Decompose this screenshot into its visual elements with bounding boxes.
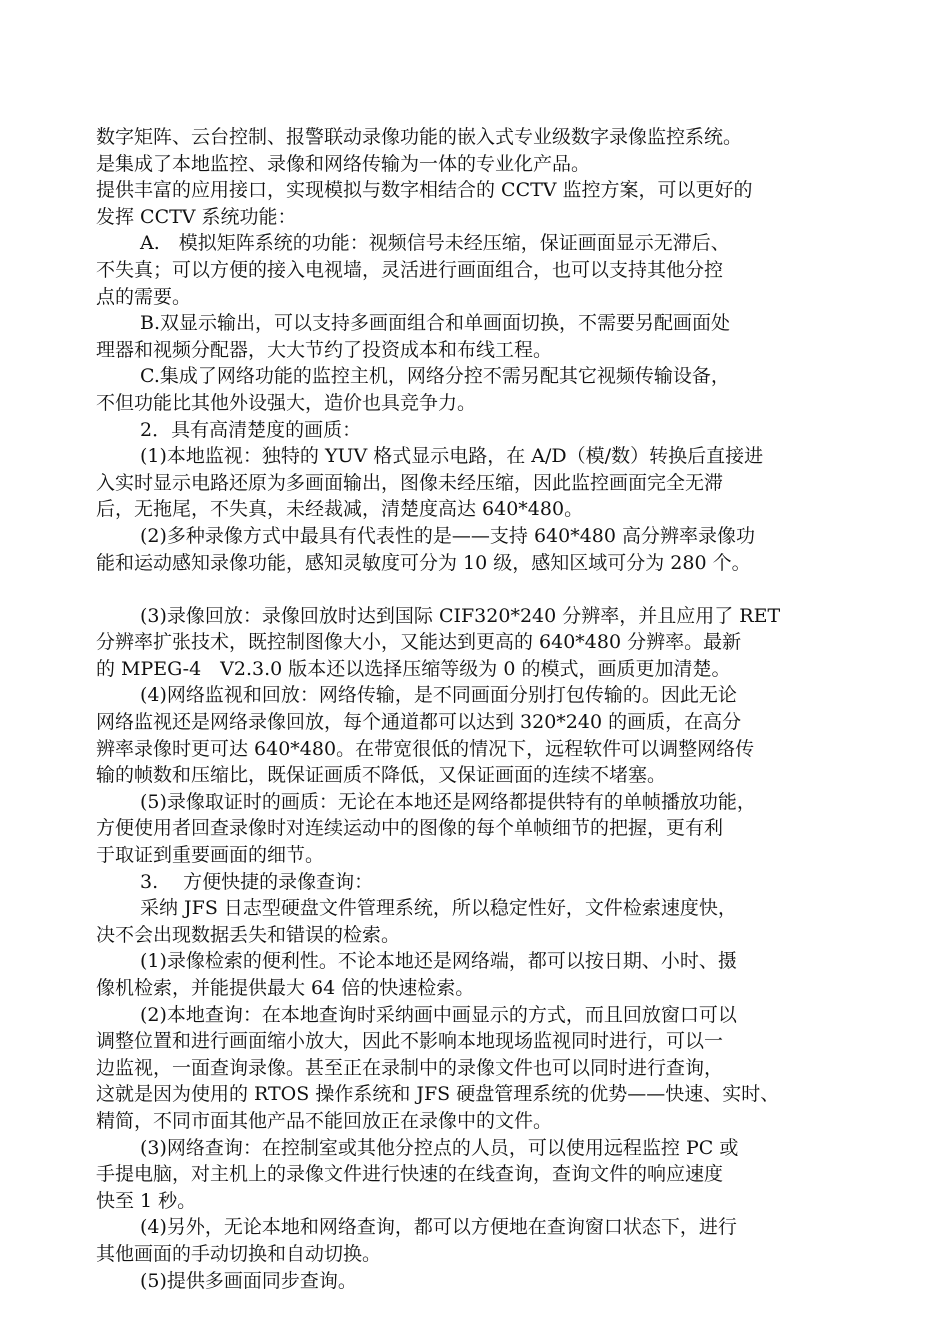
- text-line: (1)本地监视：独特的 YUV 格式显示电路，在 A/D（模/数）转换后直接进: [140, 445, 764, 468]
- text-line: (4)网络监视和回放：网络传输，是不同画面分别打包传输的。因此无论: [140, 684, 737, 707]
- text-line: 其他画面的手动切换和自动切换。: [96, 1242, 382, 1265]
- text-line: (5)提供多画面同步查询。: [140, 1269, 357, 1292]
- text-line: 发挥 CCTV 系统功能：: [96, 205, 297, 228]
- text-line: 能和运动感知录像功能，感知灵敏度可分为 10 级，感知区域可分为 280 个。: [96, 551, 751, 574]
- text-line: 决不会出现数据丢失和错误的检索。: [96, 923, 401, 946]
- text-line: 点的需要。: [96, 285, 192, 308]
- text-line: 的 MPEG-4 V2.3.0 版本还以选择压缩等级为 0 的模式，画质更加清楚。: [96, 657, 731, 680]
- document-body: [96, 124, 856, 1294]
- text-line: 后，无拖尾，不失真，未经裁减，清楚度高达 640*480。: [96, 498, 584, 521]
- text-line: A. 模拟矩阵系统的功能：视频信号未经压缩，保证画面显示无滞后、: [140, 232, 730, 255]
- text-line: 理器和视频分配器，大大节约了投资成本和布线工程。: [96, 338, 553, 361]
- text-line: 采纳 JFS 日志型硬盘文件管理系统，所以稳定性好，文件检索速度快，: [140, 897, 737, 920]
- text-line: 像机检索，并能提供最大 64 倍的快速检索。: [96, 977, 475, 999]
- text-line: 快至 1 秒。: [96, 1189, 197, 1212]
- section-heading: 2．具有高清楚度的画质：: [140, 418, 362, 441]
- text-line: 不失真；可以方便的接入电视墙，灵活进行画面组合，也可以支持其他分控: [96, 258, 724, 281]
- text-line: 精简，不同市面其他产品不能回放正在录像中的文件。: [96, 1109, 553, 1132]
- text-line: 调整位置和进行画面缩小放大，因此不影响本地现场监视同时进行，可以一: [96, 1030, 724, 1053]
- text-line: 不但功能比其他外设强大，造价也具竞争力。: [96, 391, 477, 414]
- text-line: 入实时显示电路还原为多画面输出，图像未经压缩，因此监控画面完全无滞: [96, 471, 724, 494]
- text-line: (4)另外，无论本地和网络查询，都可以方便地在查询窗口状态下，进行: [140, 1216, 737, 1239]
- text-line: (3)网络查询：在控制室或其他分控点的人员，可以使用远程监控 PC 或: [140, 1136, 739, 1159]
- text-line: 边监视，一面查询录像。甚至正在录制中的录像文件也可以同时进行查询，: [96, 1056, 724, 1079]
- text-line: (5)录像取证时的画质：无论在本地还是网络都提供特有的单帧播放功能，: [140, 790, 756, 813]
- blank-line: [96, 576, 856, 603]
- text-line: (2)多种录像方式中最具有代表性的是——支持 640*480 高分辨率录像功: [140, 524, 756, 547]
- text-line: 分辨率扩张技术，既控制图像大小，又能达到更高的 640*480 分辨率。最新: [96, 631, 742, 654]
- text-line: 于取证到重要画面的细节。: [96, 844, 325, 867]
- section-heading: 3. 方便快捷的录像查询：: [140, 870, 374, 893]
- text-line: 输的帧数和压缩比，既保证画质不降低，又保证画面的连续不堵塞。: [96, 764, 667, 787]
- text-line: 网络监视还是网络录像回放，每个通道都可以达到 320*240 的画质，在高分: [96, 711, 742, 734]
- text-line: C.集成了网络功能的监控主机，网络分控不需另配其它视频传输设备，: [140, 365, 730, 388]
- text-line: 数字矩阵、云台控制、报警联动录像功能的嵌入式专业级数字录像监控系统。: [96, 126, 743, 148]
- text-line: 方便使用者回查录像时对连续运动中的图像的每个单帧细节的把握，更有利: [96, 817, 724, 840]
- text-line: 手提电脑，对主机上的录像文件进行快速的在线查询，查询文件的响应速度: [96, 1163, 724, 1186]
- text-line: 这就是因为使用的 RTOS 操作系统和 JFS 硬盘管理系统的优势——快速、实时、: [96, 1083, 780, 1106]
- text-line: (2)本地查询：在本地查询时采纳画中画显示的方式，而且回放窗口可以: [140, 1003, 737, 1026]
- text-line: 辨率录像时更可达 640*480。在带宽很低的情况下，远程软件可以调整网络传: [96, 737, 755, 760]
- text-line: (1)录像检索的便利性。不论本地还是网络端，都可以按日期、小时、摄: [140, 950, 737, 973]
- text-line: 是集成了本地监控、录像和网络传输为一体的专业化产品。: [96, 152, 591, 175]
- text-line: (3)录像回放：录像回放时达到国际 CIF320*240 分辨率，并且应用了 RET: [140, 604, 781, 627]
- text-line: B.双显示输出，可以支持多画面组合和单画面切换，不需要另配画面处: [140, 312, 731, 335]
- text-line: 提供丰富的应用接口，实现模拟与数字相结合的 CCTV 监控方案，可以更好的: [96, 179, 753, 202]
